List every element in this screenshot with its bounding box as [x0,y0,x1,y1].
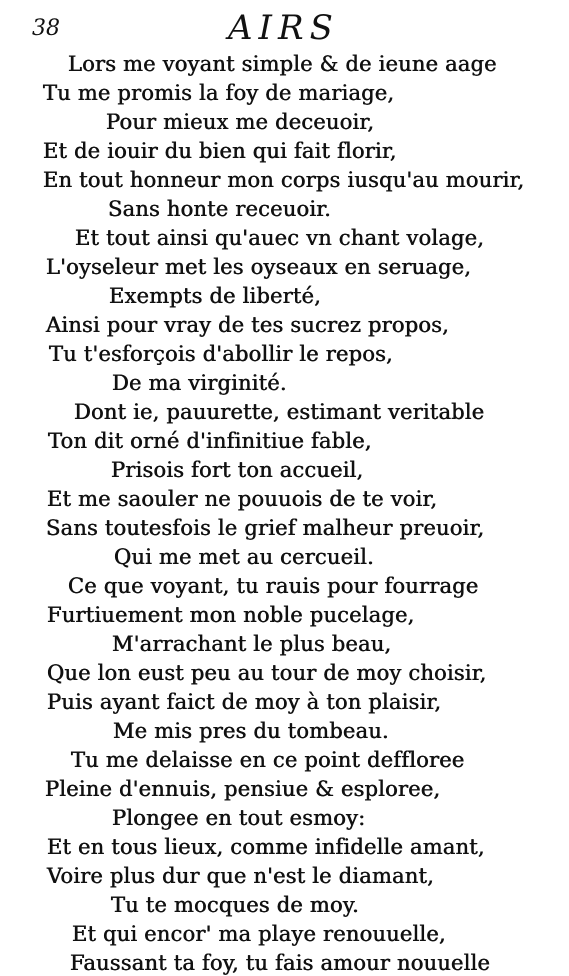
verse-line: Tu te mocques de moy. [111,893,359,917]
verse-line: Ainsi pour vray de tes sucrez propos, [46,313,450,337]
verse-line: Exempts de liberté, [109,284,322,308]
verse-line: Et me saouler ne pouuois de te voir, [47,487,438,511]
verse-line: Et qui encor' ma playe renouuelle, [72,922,446,946]
verse-line: Pour mieux me deceuoir, [106,110,375,134]
page-number: 38 [32,16,60,41]
verse-line: Dont ie, pauurette, estimant veritable [74,400,485,424]
verse-line: Que lon eust peu au tour de moy choisir, [47,661,487,685]
verse-line: Plongee en tout esmoy: [112,806,366,830]
verse-line: Tu me promis la foy de mariage, [43,81,395,105]
verse-line: Et en tous lieux, comme infidelle amant, [47,835,485,859]
verse-line: En tout honneur mon corps iusqu'au mourir, [43,168,525,192]
verse-line: Faussant ta foy, tu fais amour nouuelle [70,951,491,975]
verse-line: Puis ayant faict de moy à ton plaisir, [47,690,442,714]
verse-line: Tu t'esforçois d'abollir le repos, [49,342,393,366]
verse-line: Furtiuement mon noble pucelage, [47,603,415,627]
verse-line: Et de iouir du bien qui fait florir, [43,139,397,163]
verse-line: Prisois fort ton accueil, [111,458,364,482]
verse-line: L'oyseleur met les oyseaux en seruage, [46,255,472,279]
verse-line: Pleine d'ennuis, pensiue & esploree, [45,777,441,801]
verse-line: Ce que voyant, tu rauis pour fourrage [68,574,479,598]
verse-line: Me mis pres du tombeau. [113,719,389,743]
verse-line: Et tout ainsi qu'auec vn chant volage, [75,226,485,250]
running-title: AIRS [228,8,339,48]
verse-line: Sans honte receuoir. [108,197,332,221]
verse-line: Lors me voyant simple & de ieune aage [68,52,497,76]
verse-line: Tu me delaisse en ce point deffloree [71,748,465,772]
verse-line: Sans toutesfois le grief malheur preuoir, [46,516,485,540]
verse-line: Ton dit orné d'infinitiue fable, [48,429,372,453]
verse-line: Voire plus dur que n'est le diamant, [47,864,435,888]
verse-line: De ma virginité. [112,371,287,395]
verse-line: Qui me met au cercueil. [114,545,374,569]
verse-line: M'arrachant le plus beau, [112,632,392,656]
page-header [0,8,569,48]
